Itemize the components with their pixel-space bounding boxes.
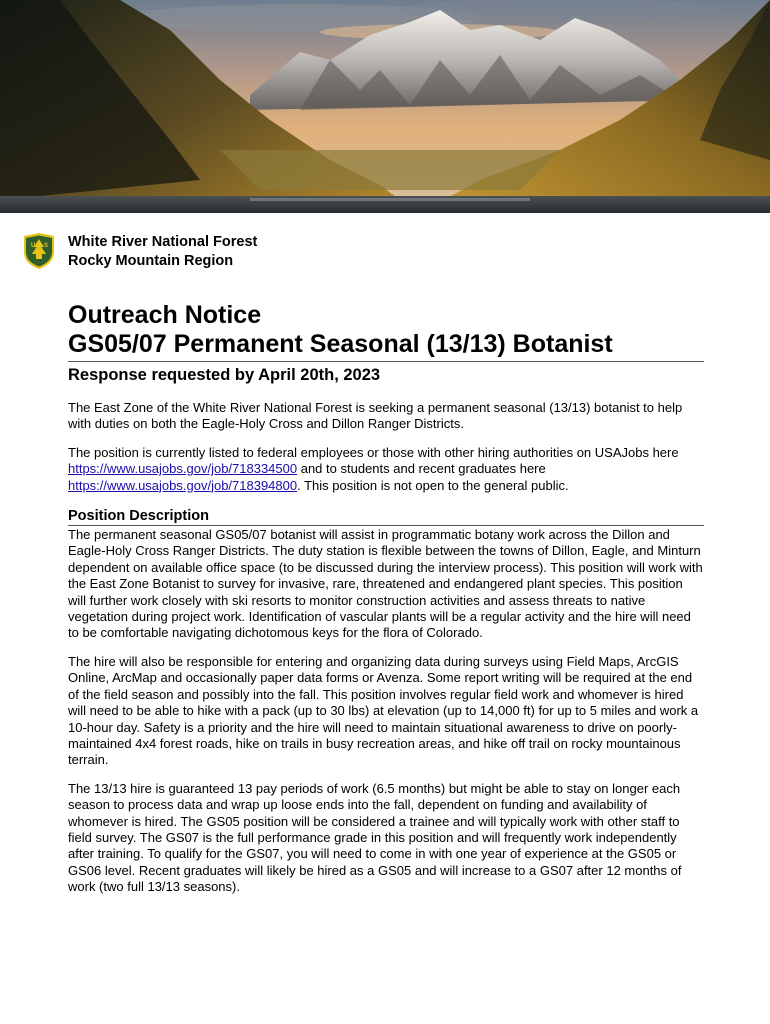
usajobs-link-federal[interactable]: https://www.usajobs.gov/job/718334500 bbox=[68, 461, 298, 477]
listing-text-a: The position is currently listed to federal employees or those with other hiring authorities on USAJobs here bbox=[68, 444, 679, 460]
forest-name: White River National Forest bbox=[68, 234, 258, 250]
notice-title-block bbox=[68, 301, 704, 385]
position-paragraph-3: The 13/13 hire is guaranteed 13 pay periods of work (6.5 months) but might be able to stay on longer each season to process data and wrap up loose ends into the fall, dependent on funding and availability of whomever is hired. The GS05 position will be considered a trainee and will typically work with other staff to field survey. The GS07 is the full performance grade in this position and will frequently work independently after training. To qualify for the GS07, you will need to come in with one year of experience at the GS05 or GS06 level. Recent graduates will likely be hired as a GS05 and will increase to a GS07 after 12 months of work (two full 13/13 seasons). bbox=[68, 780, 682, 895]
notice-title: Outreach Notice bbox=[68, 301, 262, 329]
listing-text-c: . This position is not open to the general public. bbox=[297, 477, 569, 493]
organization-heading bbox=[68, 233, 257, 271]
header-mountain-photo bbox=[0, 0, 770, 213]
listing-paragraph bbox=[68, 445, 704, 494]
position-paragraph-2: The hire will also be responsible for entering and organizing data during surveys using Field Maps, ArcGIS Online, ArcMap and occasionally paper data forms or Avenza. Some report writing will be required at the end of the field season and possibly into the fall. This position involves regular field work and whomever is hired will need to be able to hike with a pack (up to 30 lbs) at elevation (up to 14,000 ft) for up to 5 miles and work a 10-hour day. Safety is a priority and the hire will need to maintain situational awareness to drive on poorly-maintained 4x4 forest roads, hike on trails in busy recreation areas, and hike off trail on rocky mountainous terrain. bbox=[68, 653, 699, 768]
position-title: GS05/07 Permanent Seasonal (13/13) Botanist bbox=[68, 330, 613, 358]
response-deadline: Response requested by April 20th, 2023 bbox=[68, 366, 381, 384]
notice-body bbox=[68, 400, 704, 908]
title-divider bbox=[68, 361, 704, 362]
usda-forest-service-shield-icon bbox=[22, 232, 56, 270]
svg-text:S: S bbox=[44, 243, 49, 249]
position-paragraph-1: The permanent seasonal GS05/07 botanist will assist in programmatic botany work across the Dillon and Eagle-Holy Cross Ranger Districts. The duty station is flexible between the towns of Dillon, Eagle, and Minturn dependent on available office space (to be discussed during the interview process). This position will work with the East Zone Botanist to survey for invasive, rare, threatened and endangered plant species. This position will further work closely with ski resorts to monitor construction activities and assess threats to native vegetation during project work. Identification of vascular plants will be a regular activity and the hire will need to be comfortable navigating dichotomous keys for the flora of Colorado. bbox=[68, 527, 703, 641]
region-name: Rocky Mountain Region bbox=[68, 253, 234, 269]
section-divider bbox=[68, 525, 704, 526]
intro-paragraph: The East Zone of the White River National Forest is seeking a permanent seasonal (13/13) botanist to help with duties on both the Eagle-Holy Cross and Dillon Ranger Districts. bbox=[68, 400, 683, 432]
svg-text:U: U bbox=[31, 243, 36, 249]
listing-text-b: and to students and recent graduates here bbox=[297, 461, 546, 477]
usajobs-link-students[interactable]: https://www.usajobs.gov/job/718394800 bbox=[68, 477, 298, 493]
section-heading: Position Description bbox=[68, 508, 209, 525]
